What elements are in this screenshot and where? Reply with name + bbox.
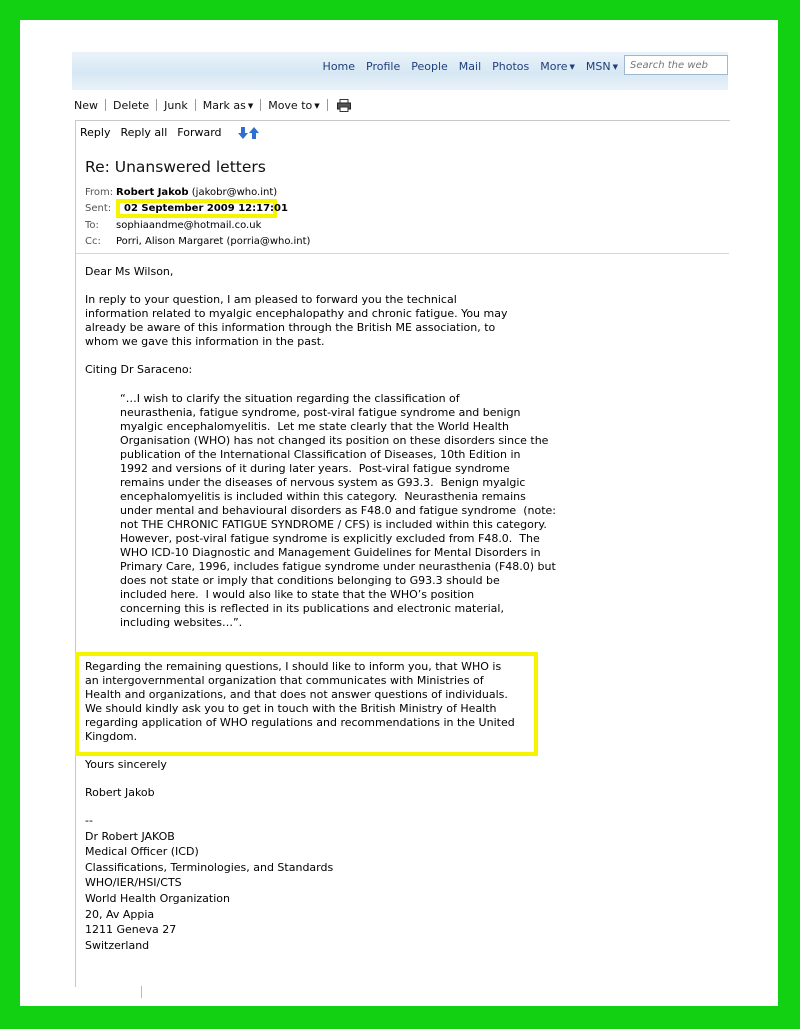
nav-home[interactable]: Home xyxy=(322,60,356,73)
print-icon[interactable] xyxy=(337,99,351,112)
recipient-address[interactable]: sophiaandme@hotmail.co.uk xyxy=(116,220,262,231)
header-divider xyxy=(76,253,729,254)
toolbar-divider xyxy=(105,99,106,111)
message-citing-line: Citing Dr Saraceno: xyxy=(85,363,193,376)
toolbar-divider xyxy=(195,99,196,111)
cc-address[interactable]: Porri, Alison Margaret (porria@who.int) xyxy=(116,236,311,247)
screenshot-sheet xyxy=(20,20,778,1006)
nav-msn-label: MSN xyxy=(585,60,611,73)
sent-date: 02 September 2009 12:17:01 xyxy=(124,203,288,214)
forward-button[interactable]: Forward xyxy=(177,126,222,139)
nav-mail[interactable]: Mail xyxy=(458,60,482,73)
nav-photos[interactable]: Photos xyxy=(492,60,530,73)
sent-label: Sent: xyxy=(85,203,112,214)
web-search-input[interactable] xyxy=(624,55,728,75)
sender-name[interactable]: Robert Jakob xyxy=(116,187,189,198)
to-label: To: xyxy=(85,220,99,231)
mark-as-menu[interactable] xyxy=(203,99,253,112)
arrow-down-icon[interactable] xyxy=(238,127,248,139)
message-navigation xyxy=(238,127,259,139)
move-to-menu[interactable] xyxy=(268,99,319,112)
pane-edge-mark xyxy=(141,986,142,998)
mail-toolbar xyxy=(74,97,351,113)
move-to-label: Move to xyxy=(268,98,313,112)
toolbar-divider xyxy=(327,99,328,111)
nav-more-label: More xyxy=(540,60,568,73)
header-from xyxy=(85,187,277,198)
message-signoff-name: Robert Jakob xyxy=(85,786,155,799)
header-sent xyxy=(85,203,116,214)
cc-label: Cc: xyxy=(85,236,101,247)
message-paragraph-intro: In reply to your question, I am pleased to forward you the technical information related to myalgic encephalopathy and chronic fatigue. You may already be aware of this information through the British ME association, to whom we gave this information in the past. xyxy=(85,293,508,348)
top-navigation-bar xyxy=(72,52,728,90)
message-subject: Re: Unanswered letters xyxy=(85,158,266,176)
nav-profile[interactable]: Profile xyxy=(366,60,401,73)
toolbar-divider xyxy=(156,99,157,111)
nav-links xyxy=(323,60,618,73)
reply-button[interactable]: Reply xyxy=(80,126,111,139)
toolbar-divider xyxy=(260,99,261,111)
sender-address: (jakobr@who.int) xyxy=(191,187,278,198)
caret-down-icon: ▼ xyxy=(314,101,320,110)
caret-down-icon: ▼ xyxy=(612,63,618,71)
header-to xyxy=(85,220,261,231)
message-quotation: “…I wish to clarify the situation regarding the classification of neurasthenia, fatigue syndrome, post-viral fatigue syndrome and benign myalgic encephalomyelitis. Let me state clearly that the World Health Organisation (WHO) has not changed its position on these disorders since the publication of the International Classification of Diseases, 10th Edition in 1992 and versions of it during later years. Post-viral fatigue syndrome remains under the diseases of nervous system as G93.3. Benign myalgic encephalomyelitis is included within this category. Neurasthenia remains under mental and behavioural disorders as F48.0 and fatigue syndrome (note: not THE CHRONIC FATIGUE SYNDROME / CFS) is included within this category. However, post-viral fatigue syndrome is explicitly excluded from F48.0. The WHO ICD-10 Diagnostic and Management Guidelines for Mental Disorders in Primary Care, 1996, includes fatigue syndrome under neurasthenia (F48.0) but does not state or imply that conditions belonging to G93.3 should be included here. I would also like to state that the WHO’s position concerning this is reflected in its publications and electronic material, including websites…”. xyxy=(120,392,556,629)
message-greeting: Dear Ms Wilson, xyxy=(85,265,174,278)
caret-down-icon: ▼ xyxy=(569,63,575,71)
caret-down-icon: ▼ xyxy=(247,101,254,110)
reply-all-button[interactable]: Reply all xyxy=(120,126,168,139)
arrow-up-icon[interactable] xyxy=(249,127,259,139)
junk-button[interactable]: Junk xyxy=(164,98,188,112)
message-paragraph-highlighted: Regarding the remaining questions, I should like to inform you, that WHO is an intergovernmental organization that communicates with Ministries of Health and organizations, and that does not answer questions of individuals. We should kindly ask you to get in touch with the British Ministry of Health regarding application of WHO regulations and recommendations in the United Kingdom. xyxy=(85,660,515,743)
nav-more-menu[interactable] xyxy=(540,60,575,73)
message-closing: Yours sincerely xyxy=(85,758,167,771)
reading-pane-border xyxy=(75,142,76,987)
message-actions-bar xyxy=(75,120,730,143)
header-cc xyxy=(85,236,310,247)
nav-people[interactable]: People xyxy=(411,60,448,73)
from-label: From: xyxy=(85,187,114,198)
nav-msn-menu[interactable] xyxy=(586,60,618,73)
new-button[interactable]: New xyxy=(74,98,98,112)
delete-button[interactable]: Delete xyxy=(113,98,150,112)
message-signature: -- Dr Robert JAKOB Medical Officer (ICD) Classifications, Terminologies, and Standards WHO/IER/HSI/CTS World Health Organization 20, Av Appia 1211 Geneva 27 Switzerland xyxy=(85,814,334,952)
mark-as-label: Mark as xyxy=(202,98,246,112)
